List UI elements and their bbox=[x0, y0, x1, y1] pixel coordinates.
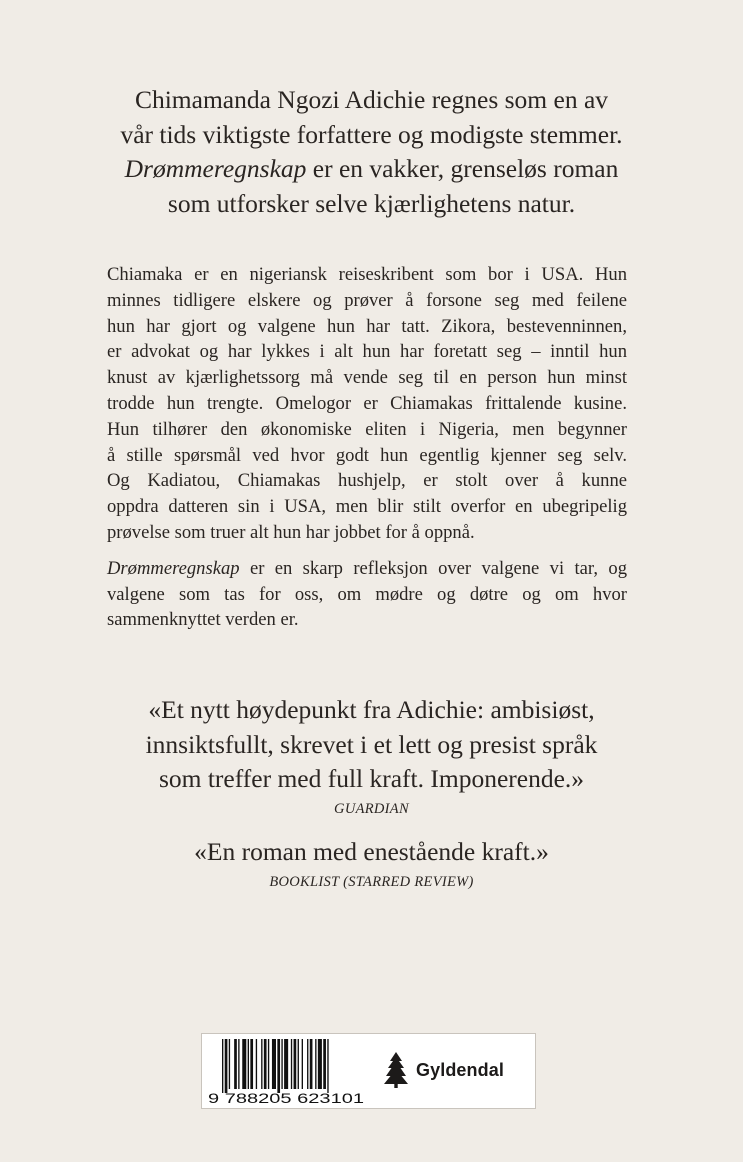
intro-line bbox=[0, 152, 743, 187]
synopsis-line: sammenknyttet verden er. bbox=[107, 609, 299, 631]
publisher-logo bbox=[382, 1051, 504, 1089]
barcode-bar bbox=[291, 1039, 292, 1089]
synopsis-line: Chiamaka er en nigeriansk reiseskribent som bor i USA. Hun bbox=[107, 264, 627, 285]
barcode-bar bbox=[323, 1039, 326, 1089]
quote-line: innsiktsfullt, skrevet i et lett og presist språk bbox=[145, 729, 598, 759]
book-title: Drømmeregnskap bbox=[107, 557, 240, 579]
quote-text bbox=[0, 835, 743, 870]
quote-line: «En roman med enestående kraft.» bbox=[194, 837, 549, 866]
barcode-bar bbox=[268, 1039, 269, 1089]
publisher-name: Gyldendal bbox=[416, 1059, 504, 1080]
barcode-bar bbox=[229, 1039, 230, 1089]
isbn-barcode bbox=[208, 1039, 368, 1105]
barcode-bar bbox=[294, 1039, 297, 1089]
synopsis-line-rest: er en skarp refleksjon over valgene vi tar, og bbox=[249, 557, 627, 579]
tree-icon bbox=[382, 1051, 410, 1089]
intro-line: Chimamanda Ngozi Adichie regnes som en av bbox=[134, 85, 609, 114]
barcode-bar bbox=[277, 1039, 280, 1093]
barcode-bar bbox=[256, 1039, 257, 1089]
synopsis-line: minnes tidligere elskere og prøver å forsone seg med feilene bbox=[107, 289, 627, 311]
barcode-bar bbox=[327, 1039, 328, 1093]
synopsis-line: å stille spørsmål ved hvor godt hun egentlig kjenner seg selv. bbox=[107, 444, 627, 466]
synopsis-line: Og Kadiatou, Chiamakas hushjelp, er stolt over å kunne bbox=[107, 470, 627, 492]
synopsis-line: knust av kjærlighetssorg må vende seg til en person hun minst bbox=[107, 367, 627, 389]
synopsis-line: prøvelse som truer alt hun har jobbet for å oppnå. bbox=[107, 521, 475, 543]
quote-source: GUARDIAN bbox=[334, 800, 409, 817]
barcode-bar bbox=[264, 1039, 267, 1089]
barcode-bar bbox=[318, 1039, 322, 1089]
synopsis bbox=[107, 262, 627, 643]
synopsis-line: hun har gjort og valgene hun har tatt. Zikora, bestevenninnen, bbox=[107, 315, 627, 337]
barcode-bar bbox=[284, 1039, 288, 1089]
book-title: Drømmeregnskap bbox=[124, 154, 307, 183]
barcode-bar bbox=[302, 1039, 303, 1089]
barcode-bar bbox=[238, 1039, 239, 1089]
intro-line-rest: er en vakker, grenseløs roman bbox=[312, 154, 619, 183]
synopsis-line: er advokat og har lykkes i alt hun har foretatt seg – inntil hun bbox=[107, 341, 627, 363]
synopsis-paragraph-2 bbox=[107, 556, 627, 633]
review-quote-guardian bbox=[0, 693, 743, 819]
intro-line: vår tids viktigste forfattere og modigste stemmer. bbox=[120, 119, 623, 149]
synopsis-line: trodde hun trengte. Omelogor er Chiamakas frittalende kusine. bbox=[107, 392, 627, 414]
barcode-bar bbox=[307, 1039, 308, 1089]
quote-line: «Et nytt høydepunkt fra Adichie: ambisiøst, bbox=[148, 695, 595, 724]
isbn-number: 9 788205 623101 bbox=[208, 1091, 364, 1105]
barcode-bar bbox=[250, 1039, 253, 1089]
barcode-bar bbox=[315, 1039, 316, 1089]
barcode-bar bbox=[298, 1039, 299, 1089]
synopsis-line: oppdra datteren sin i USA, men blir stilt overfor en ubegripelig bbox=[107, 496, 627, 518]
barcode-bar bbox=[234, 1039, 237, 1089]
barcode-bar bbox=[310, 1039, 313, 1089]
review-quote-booklist bbox=[0, 835, 743, 892]
barcode-bar bbox=[261, 1039, 262, 1089]
barcode-bar bbox=[222, 1039, 223, 1093]
quote-text bbox=[0, 693, 743, 797]
synopsis-paragraph-1 bbox=[107, 262, 627, 546]
barcode-bar bbox=[281, 1039, 282, 1089]
synopsis-line: valgene som tas for oss, om mødre og døtre og om hvor bbox=[107, 583, 627, 605]
quote-source: BOOKLIST (STARRED REVIEW) bbox=[269, 873, 474, 890]
synopsis-line: Hun tilhører den økonomiske eliten i Nigeria, men begynner bbox=[107, 418, 627, 440]
barcode-bar bbox=[272, 1039, 276, 1089]
barcode-bar bbox=[225, 1039, 228, 1093]
barcode-panel bbox=[201, 1033, 536, 1109]
intro-blurb bbox=[0, 83, 743, 221]
synopsis-line bbox=[107, 556, 627, 582]
quote-line: som treffer med full kraft. Imponerende.» bbox=[158, 764, 585, 793]
barcode-bar bbox=[248, 1039, 249, 1089]
barcode-bar bbox=[242, 1039, 246, 1089]
intro-line: som utforsker selve kjærlighetens natur. bbox=[167, 188, 576, 218]
